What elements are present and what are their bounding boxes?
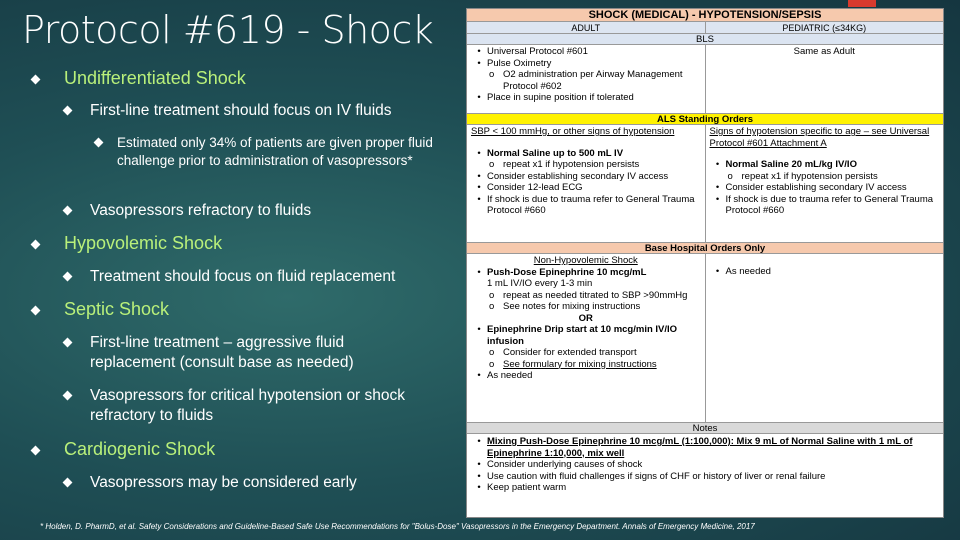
base-adult-subitem: repeat as needed titrated to SBP >90mmHg [503, 289, 688, 301]
adult-header: ADULT [467, 22, 706, 33]
bls-adult: • Universal Protocol #601 • Pulse Oximetry o O2 administration per Airway Management Protocol #602 • Place in supine position if tolerated [467, 45, 705, 113]
base-band: Base Hospital Orders Only [467, 243, 943, 254]
notes-band: Notes [467, 423, 943, 434]
citation-footnote: * Holden, D. PharmD, et al. Safety Considerations and Guideline-Based Safe Use Recommendations for "Bolus-Dose" Vasopressors in the Emergency Department. Annals of Emergency Medicine, 2017 [40, 522, 755, 531]
bullet-text: Vasopressors may be considered early [90, 474, 357, 491]
diamond-bullet-icon [62, 271, 74, 283]
note-item: Mixing Push-Dose Epinephrine 10 mcg/mL (1:100,000): Mix 9 mL of Normal Saline with 1 mL of Epinephrine 1:10,000, mix well [487, 436, 913, 459]
bullet-text: Estimated only 34% of patients are given proper fluid challenge prior to administration of vasopressors* [117, 135, 433, 168]
bullet-text: Treatment should focus on fluid replacement [90, 268, 396, 285]
base-adult-item: Push-Dose Epinephrine 10 mcg/mL [487, 266, 647, 278]
base-or: OR [578, 312, 593, 324]
bls-band: BLS [467, 34, 943, 45]
bullet-text: Vasopressors for critical hypotension or shock refractory to fluids [90, 387, 406, 424]
bullet-hypo-fluid [62, 267, 442, 287]
bullet-text: Undifferentiated Shock [64, 68, 246, 88]
als-peds-subitem: repeat x1 if hypotension persists [741, 170, 878, 182]
diamond-bullet-icon [30, 74, 42, 86]
als-peds: Signs of hypotension specific to age – see Universal Protocol #601 Attachment A • Normal Saline 20 mL/kg IV/IO o repeat x1 if hypotension persists • Consider establishing secondary IV access • If shock is due to trauma refer to General Trauma Protocol #660 [705, 125, 944, 242]
diamond-bullet-icon [62, 337, 74, 349]
slide-title: Protocol #619 - Shock [22, 8, 434, 52]
base-adult-dose: 1 mL IV/IO every 1-3 min [487, 278, 593, 289]
age-header [467, 22, 943, 34]
bullet-undifferentiated [30, 68, 450, 89]
als-section [467, 125, 943, 243]
bls-adult-item: Universal Protocol #601 [487, 46, 588, 57]
als-band: ALS Standing Orders [467, 114, 943, 125]
bullet-undiff-vaso [62, 201, 442, 221]
bullet-text: Vasopressors refractory to fluids [90, 202, 312, 219]
pediatric-header: PEDIATRIC (≤34KG) [782, 23, 867, 33]
note-item: Consider underlying causes of shock [487, 459, 643, 470]
protocol-sheet [466, 8, 944, 518]
diamond-bullet-icon [30, 445, 42, 457]
bls-section [467, 45, 943, 114]
bullet-hypovolemic [30, 233, 450, 254]
als-adult-subitem: repeat x1 if hypotension persists [503, 159, 640, 170]
base-adult: Non-Hypovolemic Shock • Push-Dose Epinephrine 10 mcg/mL 1 mL IV/IO every 1-3 min o repeat as needed titrated to SBP >90mmHg o See notes for mixing instructions OR • Epinephrine Drip start at 10 mcg/min IV/IO infusion o Consider for extended transport o See formulary for mixing instructions • As needed [467, 254, 705, 422]
als-adult-heading: SBP < 100 mmHg, or other signs of hypotension [471, 126, 675, 137]
diamond-bullet-icon [62, 477, 74, 489]
bullet-undiff-estimate [93, 134, 443, 170]
bullet-text: First-line treatment should focus on IV fluids [90, 102, 392, 119]
base-adult-item: Epinephrine Drip start at 10 mcg/min IV/IO infusion [487, 324, 678, 347]
bullet-cardiogenic [30, 439, 450, 460]
bullet-text: Hypovolemic Shock [64, 233, 223, 253]
als-adult-item: Consider 12-lead ECG [487, 182, 583, 193]
als-peds-item: If shock is due to trauma refer to General Trauma Protocol #660 [725, 193, 934, 216]
als-peds-item: Normal Saline 20 mL/kg IV/IO [725, 159, 857, 170]
base-peds-item: As needed [725, 266, 771, 277]
bls-adult-item: Pulse Oximetry [487, 57, 552, 69]
bullet-cardio-vaso [62, 473, 442, 493]
base-section [467, 254, 943, 423]
als-peds-heading: Signs of hypotension specific to age – see Universal Protocol #601 Attachment A [709, 126, 930, 149]
base-adult-subitem: See notes for mixing instructions [503, 301, 641, 312]
bls-adult-item: Place in supine position if tolerated [487, 92, 634, 103]
bullet-undiff-iv [62, 101, 442, 121]
diamond-bullet-icon [30, 239, 42, 251]
diamond-bullet-icon [62, 205, 74, 217]
als-adult: SBP < 100 mmHg, or other signs of hypotension • Normal Saline up to 500 mL IV o repeat x1 if hypotension persists • Consider establishing secondary IV access • Consider 12-lead ECG • If shock is due to trauma refer to General Trauma Protocol #660 [467, 125, 705, 242]
bullet-septic-first [62, 333, 382, 373]
bullet-septic-vaso [62, 386, 442, 426]
bls-peds: Same as Adult [705, 45, 944, 113]
diamond-bullet-icon [93, 137, 105, 149]
bls-adult-subitem: O2 administration per Airway Management Protocol #602 [503, 69, 683, 92]
als-peds-item: Consider establishing secondary IV access [725, 182, 907, 193]
diamond-bullet-icon [62, 390, 74, 402]
diamond-bullet-icon [62, 105, 74, 117]
note-item: Use caution with fluid challenges if signs of CHF or history of liver or renal failure [487, 470, 826, 482]
bullet-septic [30, 299, 450, 320]
als-adult-item: Consider establishing secondary IV access [487, 170, 669, 182]
bullet-text: Cardiogenic Shock [64, 439, 216, 459]
als-adult-item: Normal Saline up to 500 mL IV [487, 147, 624, 159]
bullet-text: Septic Shock [64, 299, 170, 319]
base-adult-subitem: Consider for extended transport [503, 347, 637, 358]
base-adult-subitem: See formulary for mixing instructions [503, 358, 657, 370]
base-adult-item: As needed [487, 370, 533, 381]
base-peds: • As needed [705, 254, 944, 422]
als-adult-item: If shock is due to trauma refer to General Trauma Protocol #660 [487, 193, 695, 216]
diamond-bullet-icon [30, 305, 42, 317]
base-adult-heading: Non-Hypovolemic Shock [533, 255, 638, 266]
bullet-text: First-line treatment – aggressive fluid replacement (consult base as needed) [90, 334, 354, 371]
notes-section: • Mixing Push-Dose Epinephrine 10 mcg/mL (1:100,000): Mix 9 mL of Normal Saline with 1 mL of Epinephrine 1:10,000, mix well • Consider underlying causes of shock • Use caution with fluid challenges if signs of CHF or history of liver or renal failure • Keep patient warm [467, 434, 943, 496]
accent-bar [848, 0, 876, 7]
note-item: Keep patient warm [487, 482, 567, 493]
protocol-title: SHOCK (MEDICAL) - HYPOTENSION/SEPSIS [467, 9, 943, 22]
